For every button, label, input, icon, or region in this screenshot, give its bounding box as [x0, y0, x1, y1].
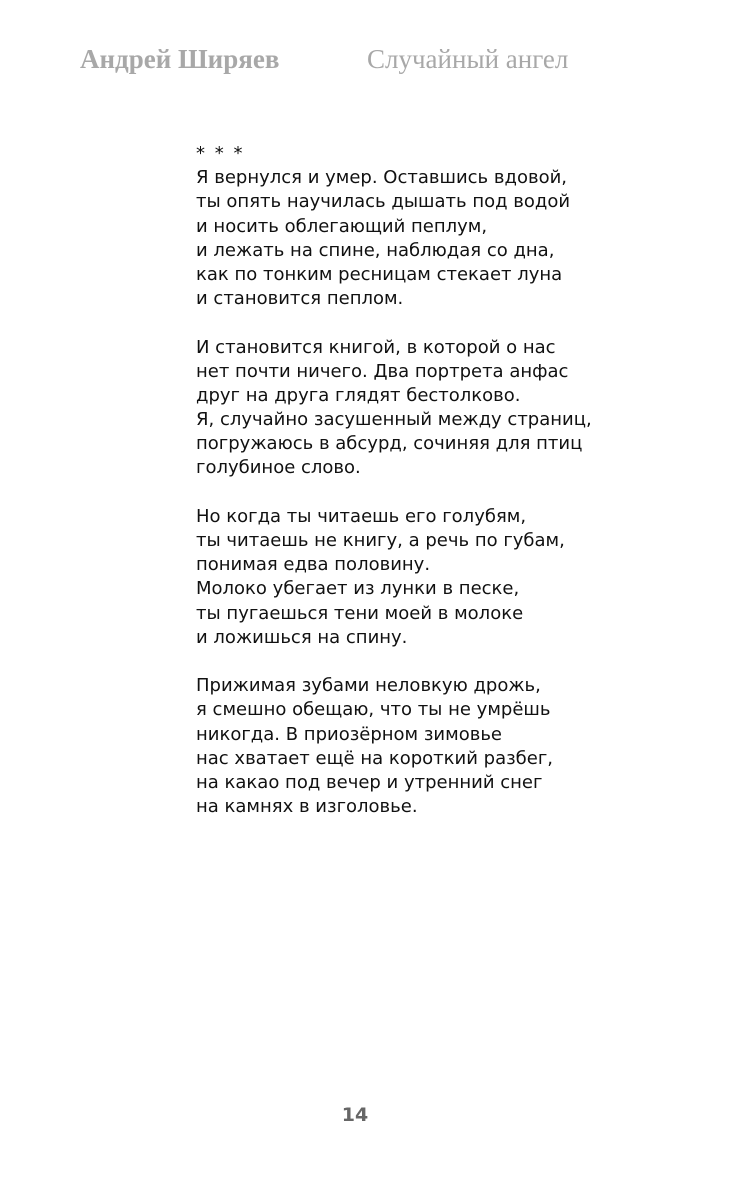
header-book-title: Случайный ангел — [367, 44, 569, 74]
poem-line: голубиное слово. — [196, 457, 361, 479]
stanza-4 — [196, 674, 696, 819]
poem-line: ты опять научилась дышать под водой — [196, 191, 571, 213]
poem-line: и становится пеплом. — [196, 288, 404, 310]
poem-line: и носить облегающий пеплум, — [196, 215, 488, 237]
poem-line: погружаюсь в абсурд, сочиняя для птиц — [196, 433, 583, 455]
running-header — [0, 42, 739, 82]
poem-line: нас хватает ещё на короткий разбег, — [196, 747, 554, 769]
poem-line: ты читаешь не книгу, а речь по губам, — [196, 530, 565, 551]
stanza-2 — [196, 336, 696, 481]
poem-line: Я, случайно засушенный между страниц, — [196, 409, 592, 431]
poem-line: на какао под вечер и утренний снег — [196, 771, 543, 793]
poem-line: Но когда ты читаешь его голубям, — [196, 505, 527, 527]
poem-line: нет почти ничего. Два портрета анфас — [196, 360, 569, 382]
poem-line: понимая едва половину. — [196, 554, 431, 576]
header-author: Андрей Ширяев — [80, 44, 280, 74]
poem-line: друг на друга глядят бестолково. — [196, 384, 521, 406]
poem-line: ты пугаешься тени моей в молоке — [196, 602, 524, 624]
poem-line: Я вернулся и умер. Оставшись вдовой, — [196, 167, 567, 189]
poem-line: никогда. В приозёрном зимовье — [196, 723, 503, 745]
poem-line: и ложишься на спину. — [196, 626, 408, 648]
stanza-1 — [196, 166, 696, 311]
poem — [196, 142, 696, 843]
poem-separator: * * * — [196, 143, 245, 164]
stanza-3 — [196, 505, 696, 650]
poem-line: И становится книгой, в которой о нас — [196, 336, 556, 358]
poem-line: я смешно обещаю, что ты не умрёшь — [196, 699, 551, 721]
poem-line: Прижимая зубами неловкую дрожь, — [196, 675, 541, 697]
poem-line: и лежать на спине, наблюдая со дна, — [196, 239, 555, 261]
poem-line: как по тонким ресницам стекает луна — [196, 263, 563, 285]
poem-line: на камнях в изголовье. — [196, 796, 418, 818]
page-number: 14 — [341, 1104, 369, 1126]
poem-line: Молоко убегает из лунки в песке, — [196, 578, 520, 600]
